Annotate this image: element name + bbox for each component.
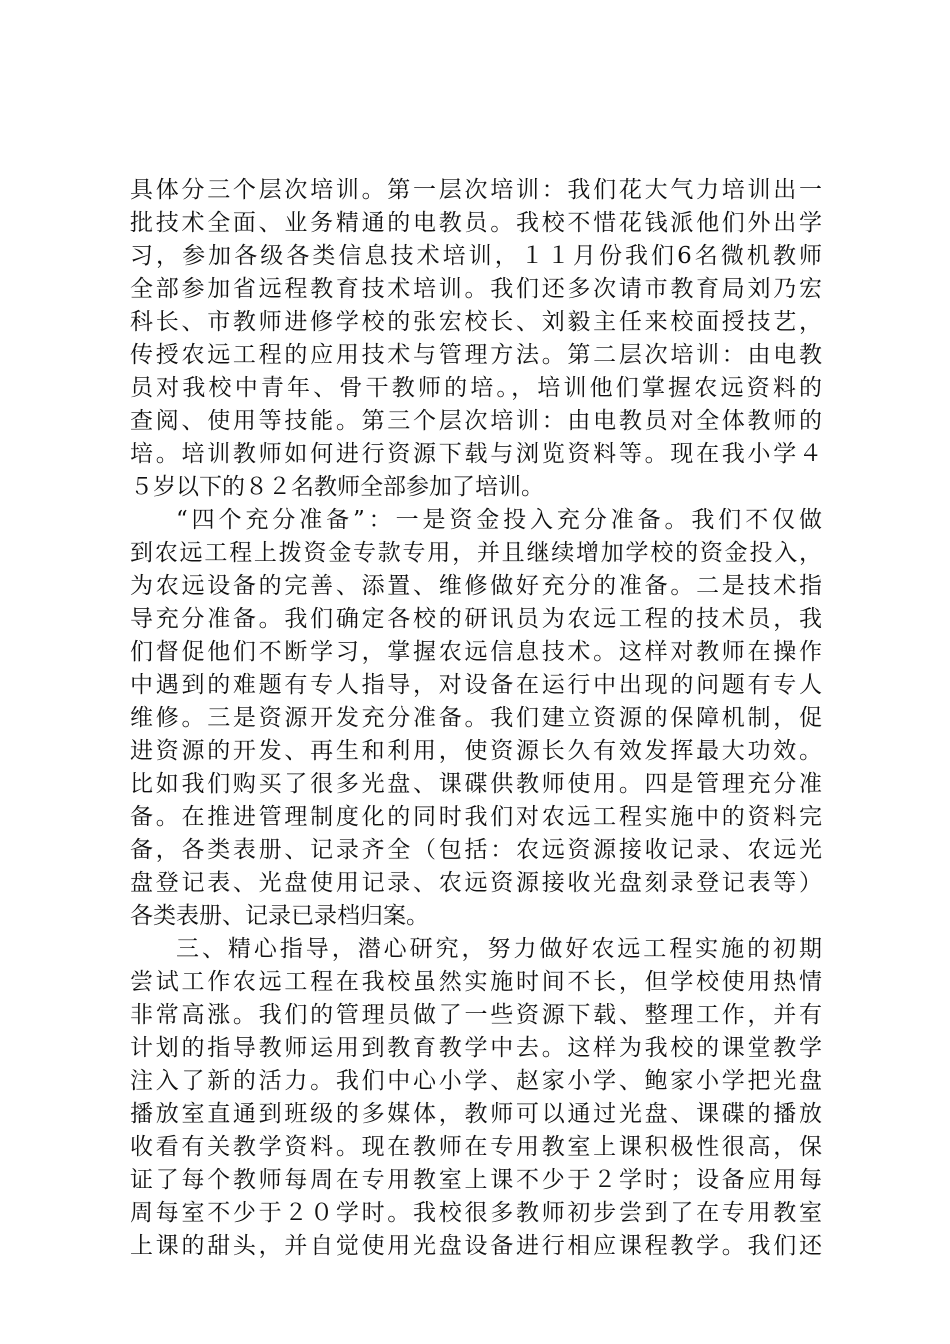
text-line: 维修。三是资源开发充分准备。我们建立资源的保障机制，促 <box>130 705 822 731</box>
text-line: 备。在推进管理制度化的同时我们对农远工程实施中的资料完 <box>130 804 822 830</box>
text-line: 收看有关教学资料。现在教师在专用教室上课积极性很高，保 <box>130 1134 822 1160</box>
document-body <box>130 174 822 1263</box>
text-line: 非常高涨。我们的管理员做了一些资源下载、整理工作，并有 <box>130 1002 822 1028</box>
text-line: ５岁以下的８２名教师全部参加了培训。 <box>130 474 544 500</box>
text-line: 备，各类表册、记录齐全（包括：农远资源接收记录、农远光 <box>130 837 822 863</box>
text-line: 员对我校中青年、骨干教师的培。，培训他们掌握农远资料的 <box>130 375 822 401</box>
text-line: 中遇到的难题有专人指导，对设备在运行中出现的问题有专人 <box>130 672 822 698</box>
paragraph-first-line: “四个充分准备”：一是资金投入充分准备。我们不仅做 <box>176 507 822 533</box>
text-line: 尝试工作农远工程在我校虽然实施时间不长，但学校使用热情 <box>130 969 822 995</box>
text-line: 计划的指导教师运用到教育教学中去。这样为我校的课堂教学 <box>130 1035 822 1061</box>
text-line: 证了每个教师每周在专用教室上课不少于２学时；设备应用每 <box>130 1167 822 1193</box>
text-line: 上课的甜头，并自觉使用光盘设备进行相应课程教学。我们还 <box>130 1233 822 1259</box>
text-line: 播放室直通到班级的多媒体，教师可以通过光盘、课碟的播放 <box>130 1101 822 1127</box>
text-line: 们督促他们不断学习，掌握农远信息技术。这样对教师在操作 <box>130 639 822 665</box>
text-line: 批技术全面、业务精通的电教员。我校不惜花钱派他们外出学 <box>130 210 822 236</box>
text-line: 传授农远工程的应用技术与管理方法。第二层次培训：由电教 <box>130 342 822 368</box>
text-line: 导充分准备。我们确定各校的研讯员为农远工程的技术员，我 <box>130 606 822 632</box>
text-line: 全部参加省远程教育技术培训。我们还多次请市教育局刘乃宏 <box>130 276 822 302</box>
paragraph-first-line: 三、精心指导，潜心研究，努力做好农远工程实施的初期 <box>176 936 822 962</box>
text-line: 注入了新的活力。我们中心小学、赵家小学、鲍家小学把光盘 <box>130 1068 822 1094</box>
text-line: 比如我们购买了很多光盘、课碟供教师使用。四是管理充分准 <box>130 771 822 797</box>
text-line: 培。培训教师如何进行资源下载与浏览资料等。现在我小学４ <box>130 441 822 467</box>
text-line: 习，参加各级各类信息技术培训，１１月份我们6名微机教师 <box>130 243 822 269</box>
text-line: 进资源的开发、再生和利用，使资源长久有效发挥最大功效。 <box>130 738 822 764</box>
text-line: 周每室不少于２０学时。我校很多教师初步尝到了在专用教室 <box>130 1200 822 1226</box>
text-line: 各类表册、记录已录档归案。 <box>130 903 429 929</box>
text-line: 为农远设备的完善、添置、维修做好充分的准备。二是技术指 <box>130 573 822 599</box>
text-line: 具体分三个层次培训。第一层次培训：我们花大气力培训出一 <box>130 177 822 203</box>
text-line: 到农远工程上拨资金专款专用，并且继续增加学校的资金投入， <box>130 540 822 566</box>
text-line: 盘登记表、光盘使用记录、农远资源接收光盘刻录登记表等） <box>130 870 822 896</box>
text-line: 科长、市教师进修学校的张宏校长、刘毅主任来校面授技艺， <box>130 309 822 335</box>
text-line: 查阅、使用等技能。第三个层次培训：由电教员对全体教师的 <box>130 408 822 434</box>
